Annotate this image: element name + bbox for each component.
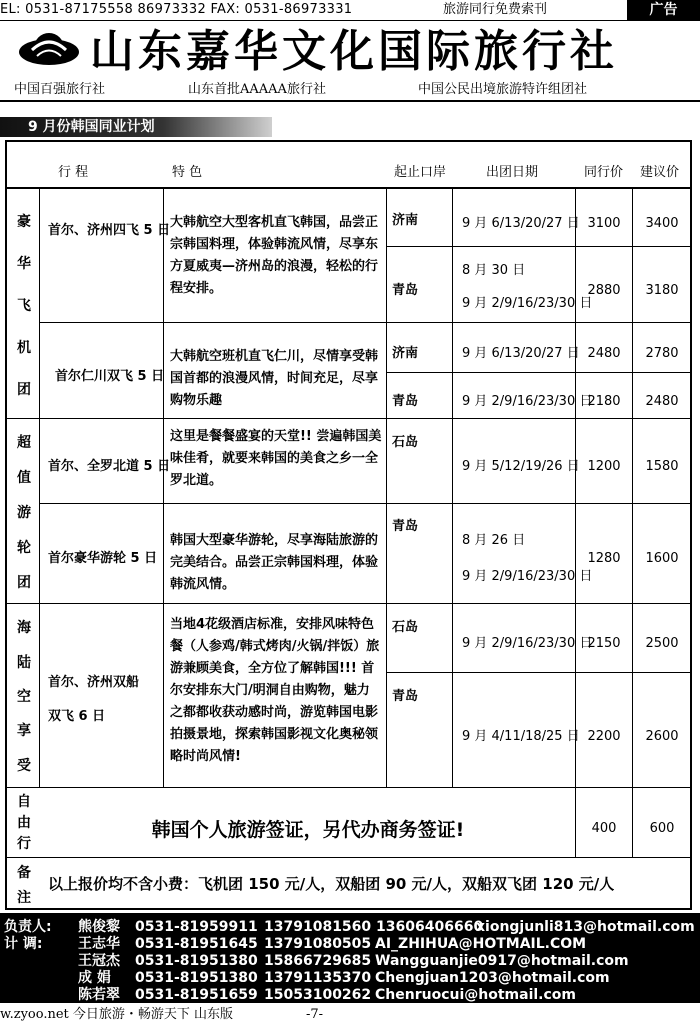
tour-features: 大韩航空大型客机直飞韩国，品尝正宗韩国料理，体验韩流风情，尽享东方夏威夷—济州岛的浪漫，轻松的行程安排。 [170,215,379,296]
contact-row [0,918,700,936]
col-header-dates: 出团日期 [486,165,539,180]
visa-trade-price: 400 [591,821,617,836]
grid-line [39,322,692,323]
tour-date: 9 月 6/13/20/27 日 [462,346,580,361]
grid-line [163,187,164,787]
tour-date: 8 月 30 日 [462,263,526,278]
contact-email: Chenruocui@hotmail.com [375,987,576,1003]
category-char: 自 [17,793,31,810]
contact-email: Chengjuan1203@hotmail.com [375,970,610,986]
site-slogan: w.zyoo.net 今日旅游・畅游天下 山东版 [0,1007,234,1022]
departure-city: 青岛 [392,394,419,409]
suggested-price: 1580 [645,459,679,474]
suggested-price: 3180 [645,283,679,298]
category-char: 豪 [17,214,31,230]
grid-line [5,418,692,419]
planner-label: 计 调: [4,936,43,952]
category-value-cruise [12,424,36,600]
section-title-bar [0,117,700,137]
contact-row [0,986,700,1004]
trade-price: 2180 [587,394,621,409]
contacts-panel [0,913,700,1003]
page-footer [0,1004,700,1025]
category-char: 轮 [17,540,31,557]
contact-tel: 0531-81951380 [135,970,258,986]
trade-price: 2150 [587,636,621,651]
contact-mobile: 15866729685 [264,953,372,969]
suggested-price: 3400 [645,216,679,231]
category-char: 由 [17,814,31,831]
tour-route: 首尔、济州四飞 5 日 [48,223,171,238]
contact-name: 王冠杰 [78,953,120,969]
category-char: 行 [17,836,31,853]
category-char: 机 [17,340,31,356]
company-taglines [0,80,700,100]
departure-city: 青岛 [392,283,419,298]
departure-city: 石岛 [392,620,419,635]
grid-line [39,187,40,787]
tour-date: 9 月 2/9/16/23/30 日 [462,394,593,409]
tour-date: 9 月 2/9/16/23/30 日 [462,296,593,311]
suggested-price: 2600 [645,729,679,744]
tour-date: 9 月 2/9/16/23/30 日 [462,569,593,584]
grid-line [5,603,692,604]
category-char: 备 [17,864,31,881]
category-char: 注 [17,889,31,906]
suggested-price: 1600 [645,551,679,566]
category-char: 海 [17,620,31,637]
agency-phone-fax: EL: 0531-87175558 86973332 FAX: 0531-86973331 [0,2,353,17]
suggested-price: 2480 [645,394,679,409]
visa-service: 韩国个人旅游签证，另代办商务签证! [151,819,465,841]
category-char: 团 [17,575,31,592]
departure-city: 济南 [392,346,419,361]
tour-features: 大韩航空班机直飞仁川，尽情享受韩国首都的浪漫风情，时间充足，尽享购物乐趣 [170,349,379,408]
category-char: 团 [17,382,31,398]
company-logo-icon [18,30,80,72]
category-char: 超 [17,434,31,451]
grid-line [39,503,692,504]
contact-name: 王志华 [78,936,120,952]
tagline: 中国公民出境旅游特许组团社 [418,82,588,97]
category-char: 游 [17,504,31,521]
contact-name: 成 娟 [78,970,111,986]
trade-price: 1280 [587,551,621,566]
contact-email: Wangguanjie0917@hotmail.com [375,953,629,969]
category-luxury-flight [12,200,36,410]
category-char: 陆 [17,654,31,671]
tour-features: 韩国大型豪华游轮，尽享海陆旅游的完美结合。品尝正宗韩国料理，体验韩流风情。 [170,533,379,592]
visa-suggested-price: 600 [649,821,675,836]
category-char: 空 [17,688,31,705]
grid-line [386,372,692,373]
category-char: 值 [17,469,31,486]
free-index-note: 旅游同行免费索刊 [443,2,548,17]
tour-date: 9 月 5/12/19/26 日 [462,459,580,474]
tagline: 山东首批AAAAA旅行社 [188,82,326,97]
grid-line [386,672,692,673]
departure-city: 石岛 [392,435,419,450]
trade-price: 2480 [587,346,621,361]
tour-route: 首尔、全罗北道 5 日 [48,459,171,474]
contact-mobile: 15053100262 [264,987,372,1003]
tour-date: 9 月 4/11/18/25 日 [462,729,580,744]
category-char: 受 [17,757,31,774]
category-land-sea-air [12,610,36,782]
contact-tel: 0531-81959911 [135,919,258,935]
contact-tel: 0531-81951659 [135,987,258,1003]
contact-tel: 0531-81951380 [135,953,258,969]
tour-features: 这里是餐餐盛宴的天堂!! 尝遍韩国美味佳肴，就要来韩国的美食之乡一全罗北道。 [170,429,382,488]
tour-date: 9 月 6/13/20/27 日 [462,216,580,231]
grid-line [5,787,692,788]
ad-badge: 广告 [627,0,700,20]
grid-line [5,857,692,858]
contact-row [0,952,700,970]
trade-price: 2200 [587,729,621,744]
col-header-trade-price: 同行价 [584,165,624,180]
contact-row [0,969,700,987]
grid-line [452,187,453,787]
col-header-itinerary: 行 程 [58,165,89,180]
suggested-price: 2500 [645,636,679,651]
contact-email: AI_ZHIHUA@HOTMAIL.COM [375,936,587,952]
col-header-suggested-price: 建议价 [640,165,680,180]
category-char: 华 [17,256,31,272]
tour-date: 8 月 26 日 [462,533,526,548]
contact-mobile: 13791135370 [264,970,372,986]
grid-line [386,246,692,247]
contact-tel: 0531-81951645 [135,936,258,952]
manager-label: 负责人: [4,919,52,935]
category-remarks [12,859,36,909]
contact-name: 陈若翠 [78,987,120,1003]
tour-route: 首尔豪华游轮 5 日 [48,551,158,566]
contact-row [0,935,700,953]
top-contact-bar [0,0,700,21]
contact-name: 熊俊黎 [78,919,120,935]
trade-price: 3100 [587,216,621,231]
category-char: 享 [17,723,31,740]
departure-city: 青岛 [392,689,419,704]
departure-city: 青岛 [392,519,419,534]
header-divider [0,100,700,102]
departure-city: 济南 [392,213,419,228]
col-header-features: 特 色 [172,165,203,180]
tour-route: 首尔、济州双船 [48,675,140,690]
tour-route: 双飞 6 日 [48,709,106,724]
page-number: -7- [306,1007,324,1022]
trade-price: 2880 [587,283,621,298]
tour-date: 9 月 2/9/16/23/30 日 [462,636,593,651]
contact-mobile: 13791080505 [264,936,372,952]
tour-route: 首尔仁川双飞 5 日 [55,369,165,384]
contact-mobile: 13791081560 13606406660 [264,919,484,935]
contact-email: xiongjunli813@hotmail.com [476,919,695,935]
grid-line [386,187,387,787]
header-rule [5,187,692,189]
trade-price: 1200 [587,459,621,474]
section-title: 9 月份韩国同业计划 [0,117,272,137]
category-independent [12,790,36,854]
category-char: 飞 [17,298,31,314]
tour-features: 当地4花级酒店标准，安排风味特色餐（人参鸡/韩式烤肉/火锅/拌饭）旅游兼顾美食，全方位了解韩国!!! 首尔安排东大门/明洞自由购物，魅力之都都收获动感时尚，游览韩国电影拍摄景地，探索韩国影视文化奥秘领略时尚风情! [170,617,380,764]
company-name: 山东嘉华文化国际旅行社 [90,26,618,77]
tagline: 中国百强旅行社 [14,82,106,97]
suggested-price: 2780 [645,346,679,361]
price-note: 以上报价均不含小费：飞机团 150 元/人，双船团 90 元/人，双船双飞团 120 元/人 [48,875,615,893]
col-header-departure: 起止口岸 [394,165,447,180]
